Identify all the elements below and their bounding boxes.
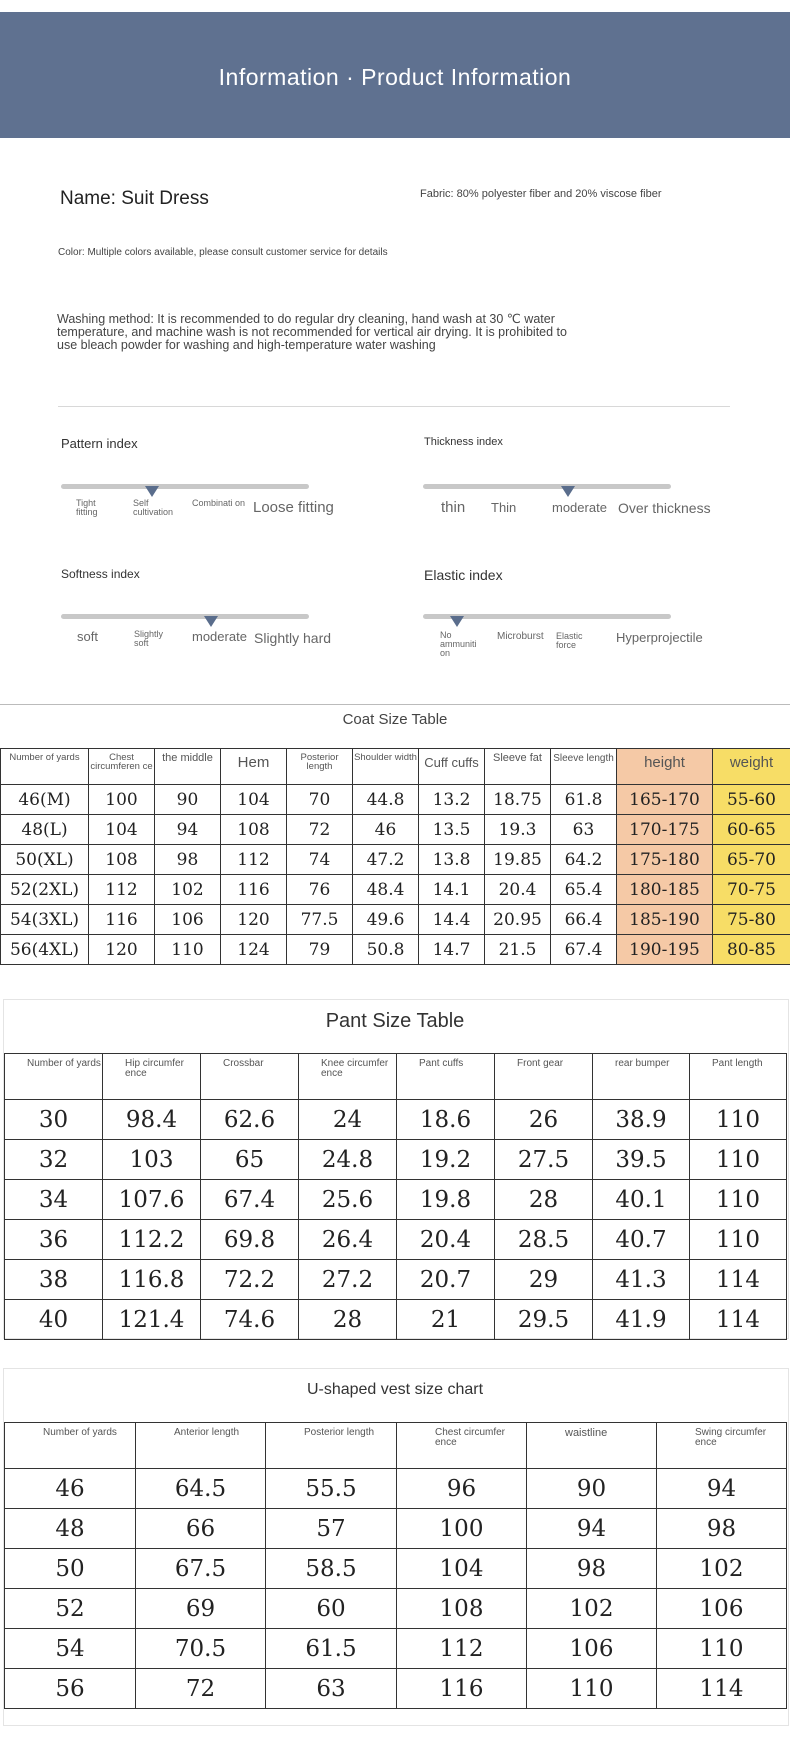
table-cell: 55-60	[713, 785, 790, 815]
table-cell: 27.5	[495, 1140, 593, 1180]
softness-index-track	[61, 614, 309, 619]
column-header: Chest circumferen ce	[89, 749, 155, 785]
table-cell: 21	[397, 1300, 495, 1340]
table-cell: 44.8	[353, 785, 419, 815]
table-cell: 46(M)	[1, 785, 89, 815]
softness-option-1: soft	[77, 629, 98, 644]
table-cell: 48(L)	[1, 815, 89, 845]
coat-table-title: Coat Size Table	[342, 711, 448, 728]
table-cell: 24	[299, 1100, 397, 1140]
column-header: Swing circumfer ence	[657, 1423, 787, 1469]
table-cell: 13.8	[419, 845, 485, 875]
table-cell: 60	[266, 1589, 397, 1629]
table-row	[1, 785, 790, 815]
table-cell: 21.5	[485, 935, 551, 965]
table-cell: 66.4	[551, 905, 617, 935]
table-cell: 114	[690, 1300, 787, 1340]
table-cell: 36	[5, 1220, 103, 1260]
table-cell: 112	[221, 845, 287, 875]
elastic-option-2: Microburst	[497, 631, 544, 642]
elastic-index-title: Elastic index	[424, 567, 503, 583]
table-cell: 18.6	[397, 1100, 495, 1140]
column-header: weight	[713, 749, 790, 785]
column-header: Cuff cuffs	[419, 749, 485, 785]
table-cell: 64.5	[136, 1469, 266, 1509]
table-cell: 28	[299, 1300, 397, 1340]
table-cell: 20.95	[485, 905, 551, 935]
table-cell: 107.6	[103, 1180, 201, 1220]
table-cell: 116	[397, 1669, 527, 1709]
table-cell: 52(2XL)	[1, 875, 89, 905]
table-row	[1, 815, 790, 845]
thickness-option-1: thin	[441, 499, 466, 516]
table-cell: 185-190	[617, 905, 713, 935]
product-color: Color: Multiple colors available, please consult customer service for details	[58, 247, 388, 258]
table-cell: 55.5	[266, 1469, 397, 1509]
table-cell: 108	[397, 1589, 527, 1629]
table-cell: 63	[551, 815, 617, 845]
table-header-row	[1, 749, 790, 785]
table-cell: 121.4	[103, 1300, 201, 1340]
table-cell: 116	[221, 875, 287, 905]
table-cell: 19.3	[485, 815, 551, 845]
table-cell: 108	[221, 815, 287, 845]
elastic-option-3: Elastic force	[556, 631, 583, 650]
table-cell: 61.5	[266, 1629, 397, 1669]
table-cell: 112	[89, 875, 155, 905]
table-cell: 48	[5, 1509, 136, 1549]
table-cell: 63	[266, 1669, 397, 1709]
table-cell: 58.5	[266, 1549, 397, 1589]
table-cell: 72.2	[201, 1260, 299, 1300]
table-cell: 57	[266, 1509, 397, 1549]
elastic-index-marker	[450, 616, 464, 627]
column-header: waistline	[527, 1423, 657, 1469]
table-cell: 47.2	[353, 845, 419, 875]
table-row	[5, 1669, 787, 1709]
pattern-option-1: Tight fitting	[76, 498, 98, 517]
table-cell: 112.2	[103, 1220, 201, 1260]
table-cell: 64.2	[551, 845, 617, 875]
column-header: Sleeve length	[551, 749, 617, 785]
table-cell: 56	[5, 1669, 136, 1709]
pattern-option-4: Loose fitting	[253, 499, 334, 516]
table-row	[5, 1180, 787, 1220]
vest-size-table	[4, 1422, 787, 1709]
table-cell: 50.8	[353, 935, 419, 965]
table-cell: 76	[287, 875, 353, 905]
table-cell: 94	[155, 815, 221, 845]
table-cell: 116	[89, 905, 155, 935]
table-row	[5, 1260, 787, 1300]
table-cell: 20.4	[485, 875, 551, 905]
column-header: Number of yards	[5, 1054, 103, 1100]
coat-size-table	[0, 748, 790, 965]
table-cell: 114	[690, 1260, 787, 1300]
table-cell: 98	[155, 845, 221, 875]
table-cell: 100	[397, 1509, 527, 1549]
table-cell: 175-180	[617, 845, 713, 875]
softness-index-title: Softness index	[61, 567, 140, 581]
softness-option-3: moderate	[192, 629, 247, 644]
table-cell: 98.4	[103, 1100, 201, 1140]
column-header: Anterior length	[136, 1423, 266, 1469]
elastic-option-4: Hyperprojectile	[616, 630, 703, 645]
table-cell: 29.5	[495, 1300, 593, 1340]
table-cell: 41.9	[593, 1300, 690, 1340]
table-cell: 110	[657, 1629, 787, 1669]
table-cell: 80-85	[713, 935, 790, 965]
table-cell: 106	[155, 905, 221, 935]
table-row	[5, 1220, 787, 1260]
table-cell: 67.5	[136, 1549, 266, 1589]
table-cell: 106	[657, 1589, 787, 1629]
table-cell: 74	[287, 845, 353, 875]
table-cell: 52	[5, 1589, 136, 1629]
table-cell: 46	[353, 815, 419, 845]
table-cell: 104	[221, 785, 287, 815]
table-cell: 18.75	[485, 785, 551, 815]
product-fabric: Fabric: 80% polyester fiber and 20% viscose fiber	[420, 188, 662, 200]
column-header: Number of yards	[1, 749, 89, 785]
table-cell: 46	[5, 1469, 136, 1509]
table-cell: 27.2	[299, 1260, 397, 1300]
table-row	[1, 905, 790, 935]
thickness-index-track	[423, 484, 671, 489]
column-header: Hem	[221, 749, 287, 785]
table-cell: 70-75	[713, 875, 790, 905]
washing-method: Washing method: It is recommended to do regular dry cleaning, hand wash at 30 ℃ water temperature, and machine wash is not recommended for vertical air drying. It is prohibited to use bleach powder for washing and high-temperature water washing	[57, 312, 567, 352]
table-row	[1, 875, 790, 905]
table-cell: 110	[155, 935, 221, 965]
pant-table-title: Pant Size Table	[325, 1010, 465, 1032]
table-cell: 90	[155, 785, 221, 815]
table-cell: 110	[527, 1669, 657, 1709]
table-cell: 75-80	[713, 905, 790, 935]
table-cell: 110	[690, 1180, 787, 1220]
table-cell: 112	[397, 1629, 527, 1669]
table-cell: 20.7	[397, 1260, 495, 1300]
table-cell: 54	[5, 1629, 136, 1669]
table-cell: 124	[221, 935, 287, 965]
table-cell: 65-70	[713, 845, 790, 875]
table-cell: 69.8	[201, 1220, 299, 1260]
table-cell: 70	[287, 785, 353, 815]
table-cell: 34	[5, 1180, 103, 1220]
table-cell: 72	[287, 815, 353, 845]
table-row	[1, 845, 790, 875]
table-cell: 74.6	[201, 1300, 299, 1340]
table-cell: 66	[136, 1509, 266, 1549]
pant-size-table	[4, 1053, 787, 1340]
table-cell: 114	[657, 1669, 787, 1709]
table-cell: 39.5	[593, 1140, 690, 1180]
table-cell: 79	[287, 935, 353, 965]
table-cell: 94	[527, 1509, 657, 1549]
column-header: height	[617, 749, 713, 785]
column-header: Pant length	[690, 1054, 787, 1100]
table-row	[5, 1509, 787, 1549]
table-cell: 14.7	[419, 935, 485, 965]
column-header: Chest circumfer ence	[397, 1423, 527, 1469]
table-cell: 67.4	[201, 1180, 299, 1220]
table-cell: 102	[657, 1549, 787, 1589]
vest-table-title: U-shaped vest size chart	[306, 1381, 484, 1398]
table-cell: 14.1	[419, 875, 485, 905]
softness-option-4: Slightly hard	[254, 630, 332, 646]
column-header: Crossbar	[201, 1054, 299, 1100]
table-cell: 110	[690, 1140, 787, 1180]
table-cell: 165-170	[617, 785, 713, 815]
column-header: Hip circumfer ence	[103, 1054, 201, 1100]
pattern-index-marker	[145, 486, 159, 497]
table-cell: 13.5	[419, 815, 485, 845]
table-cell: 19.8	[397, 1180, 495, 1220]
elastic-option-1: No ammuniti on	[440, 630, 477, 658]
table-header-row	[5, 1054, 787, 1100]
column-header: Number of yards	[5, 1423, 136, 1469]
table-cell: 102	[155, 875, 221, 905]
table-row	[5, 1589, 787, 1629]
softness-index-marker	[204, 616, 218, 627]
table-cell: 29	[495, 1260, 593, 1300]
table-row	[5, 1100, 787, 1140]
table-cell: 103	[103, 1140, 201, 1180]
table-cell: 98	[657, 1509, 787, 1549]
section-divider	[58, 406, 730, 407]
table-cell: 41.3	[593, 1260, 690, 1300]
header-banner	[0, 12, 790, 138]
table-row	[5, 1140, 787, 1180]
softness-option-2: Slightly soft	[134, 629, 164, 648]
pattern-option-2: Self cultivation	[133, 498, 174, 517]
table-cell: 120	[221, 905, 287, 935]
table-cell: 90	[527, 1469, 657, 1509]
page-title: Information · Product Information	[218, 64, 572, 90]
table-cell: 106	[527, 1629, 657, 1669]
pattern-option-3: Combinati on	[192, 498, 246, 508]
table-cell: 14.4	[419, 905, 485, 935]
column-header: rear bumper	[593, 1054, 690, 1100]
table-cell: 180-185	[617, 875, 713, 905]
table-cell: 96	[397, 1469, 527, 1509]
table-cell: 120	[89, 935, 155, 965]
table-row	[5, 1469, 787, 1509]
table-cell: 110	[690, 1100, 787, 1140]
column-header: Sleeve fat	[485, 749, 551, 785]
table-cell: 20.4	[397, 1220, 495, 1260]
table-cell: 108	[89, 845, 155, 875]
table-cell: 70.5	[136, 1629, 266, 1669]
thickness-option-4: Over thickness	[618, 500, 711, 516]
column-header: Knee circumfer ence	[299, 1054, 397, 1100]
column-header: Shoulder width	[353, 749, 419, 785]
table-cell: 60-65	[713, 815, 790, 845]
table-row	[1, 935, 790, 965]
table-cell: 50(XL)	[1, 845, 89, 875]
table-cell: 38.9	[593, 1100, 690, 1140]
thickness-index-marker	[561, 486, 575, 497]
table-cell: 26	[495, 1100, 593, 1140]
table-row	[5, 1549, 787, 1589]
table-cell: 170-175	[617, 815, 713, 845]
table-cell: 48.4	[353, 875, 419, 905]
table-cell: 19.85	[485, 845, 551, 875]
table-cell: 38	[5, 1260, 103, 1300]
coat-table-rule	[0, 704, 790, 705]
table-cell: 69	[136, 1589, 266, 1629]
table-cell: 72	[136, 1669, 266, 1709]
table-cell: 67.4	[551, 935, 617, 965]
column-header: Pant cuffs	[397, 1054, 495, 1100]
table-cell: 62.6	[201, 1100, 299, 1140]
column-header: Posterior length	[266, 1423, 397, 1469]
pattern-index-title: Pattern index	[61, 436, 138, 451]
thickness-index-title: Thickness index	[424, 436, 503, 448]
table-cell: 24.8	[299, 1140, 397, 1180]
table-cell: 49.6	[353, 905, 419, 935]
table-header-row	[5, 1423, 787, 1469]
table-cell: 25.6	[299, 1180, 397, 1220]
column-header: Front gear	[495, 1054, 593, 1100]
table-cell: 56(4XL)	[1, 935, 89, 965]
table-cell: 40.7	[593, 1220, 690, 1260]
thickness-option-3: moderate	[552, 500, 607, 515]
table-cell: 110	[690, 1220, 787, 1260]
table-cell: 54(3XL)	[1, 905, 89, 935]
table-cell: 116.8	[103, 1260, 201, 1300]
table-cell: 28.5	[495, 1220, 593, 1260]
table-cell: 50	[5, 1549, 136, 1589]
table-cell: 104	[397, 1549, 527, 1589]
table-cell: 104	[89, 815, 155, 845]
table-cell: 98	[527, 1549, 657, 1589]
table-cell: 61.8	[551, 785, 617, 815]
table-cell: 65.4	[551, 875, 617, 905]
table-cell: 100	[89, 785, 155, 815]
table-cell: 32	[5, 1140, 103, 1180]
pattern-index-track	[61, 484, 309, 489]
table-cell: 40	[5, 1300, 103, 1340]
column-header: the middle	[155, 749, 221, 785]
table-cell: 102	[527, 1589, 657, 1629]
table-cell: 77.5	[287, 905, 353, 935]
table-cell: 94	[657, 1469, 787, 1509]
table-row	[5, 1629, 787, 1669]
product-name: Name: Suit Dress	[60, 188, 209, 209]
table-cell: 30	[5, 1100, 103, 1140]
table-cell: 190-195	[617, 935, 713, 965]
table-cell: 19.2	[397, 1140, 495, 1180]
table-row	[5, 1300, 787, 1340]
table-cell: 65	[201, 1140, 299, 1180]
table-cell: 40.1	[593, 1180, 690, 1220]
table-cell: 26.4	[299, 1220, 397, 1260]
thickness-option-2: Thin	[491, 500, 517, 515]
table-cell: 13.2	[419, 785, 485, 815]
column-header: Posterior length	[287, 749, 353, 785]
table-cell: 28	[495, 1180, 593, 1220]
